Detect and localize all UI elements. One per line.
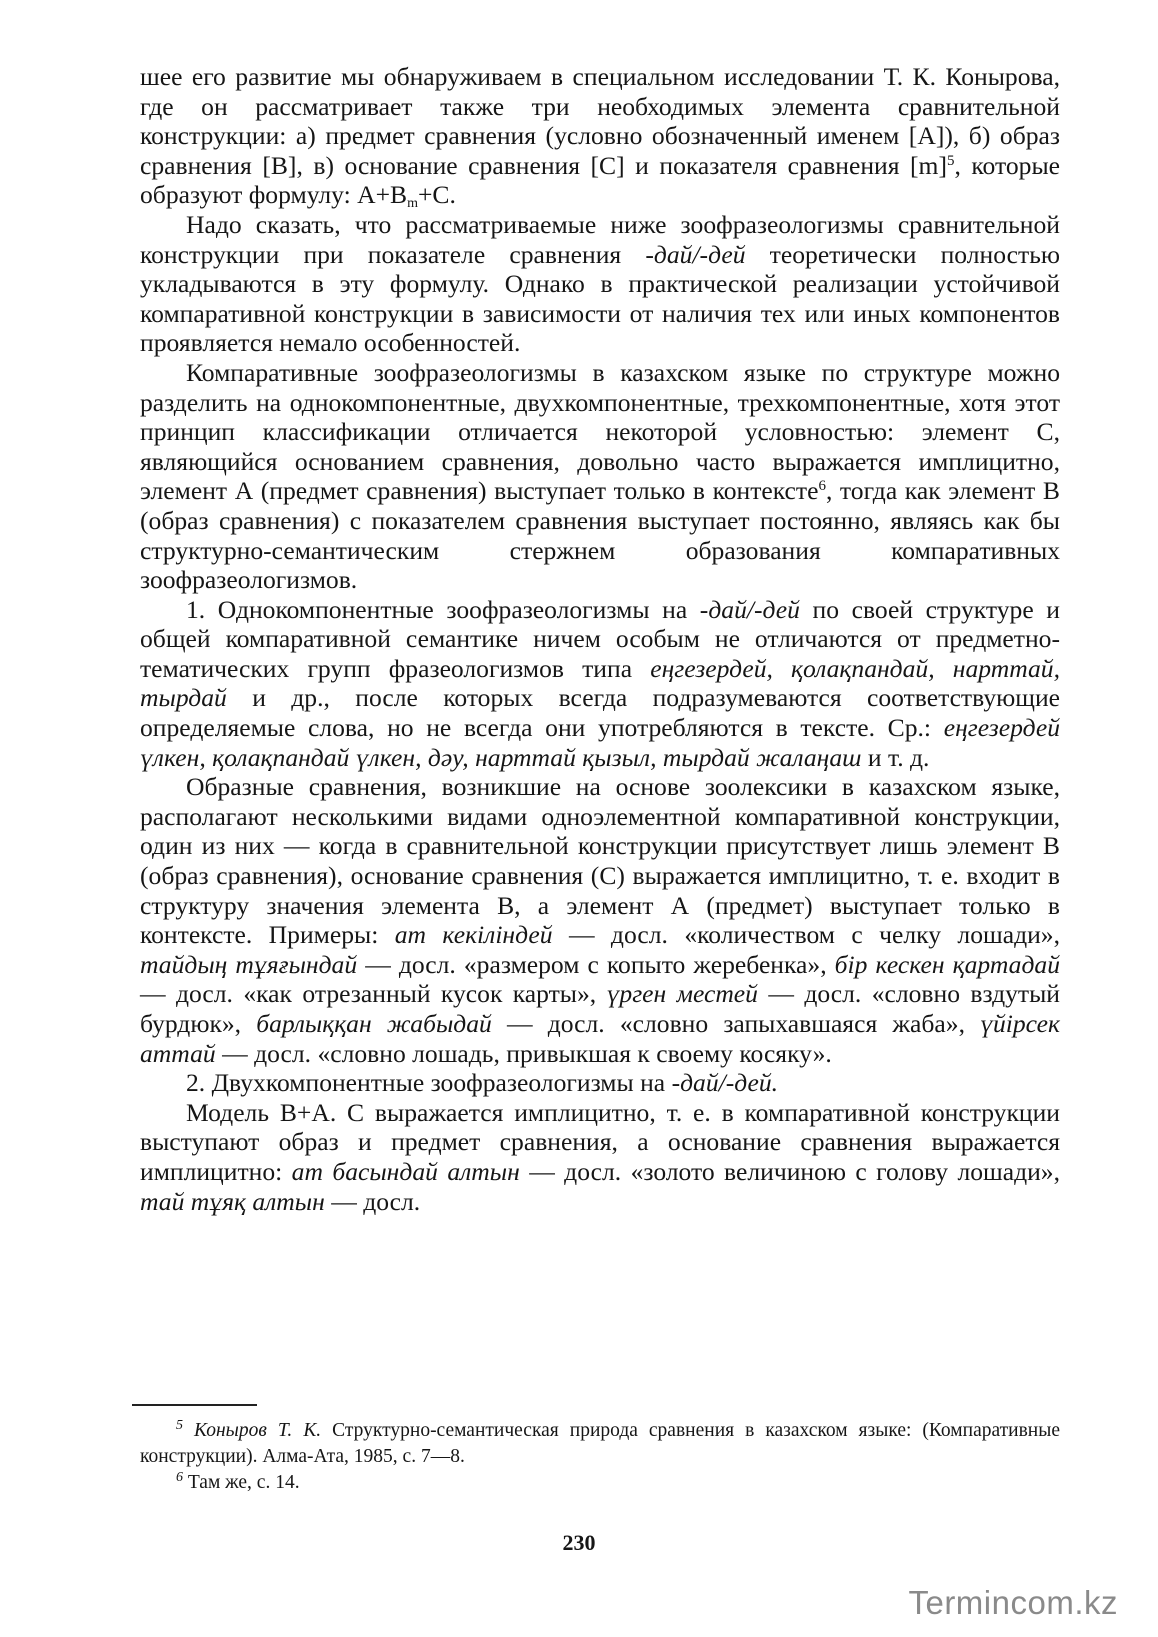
text-run: +С. [418, 180, 456, 210]
footnote-marker: 5 [176, 1418, 183, 1433]
text-run: , которые образуют формулу: А+В [140, 150, 1060, 210]
paragraph [140, 1068, 1060, 1098]
paragraph [140, 595, 1060, 773]
italic-term: -дай/-дей [699, 594, 800, 624]
text-run: — досл. «количеством с челку лошади», [552, 920, 1060, 950]
paragraph [140, 62, 1060, 210]
paragraph [140, 772, 1060, 1068]
italic-term: бір кескен қартадай [834, 949, 1060, 979]
text-run: по своей структуре и общей компаративной семантике ничем особым не отличаются от предметно-тематических групп фразеологизмов типа [140, 594, 1060, 683]
italic-term: еңгезердей, қолақпандай, нарттай, тырдай [140, 653, 1060, 713]
subscript: m [407, 196, 418, 212]
text-run: , тогда как элемент В (образ сравнения) с показателем сравнения выступает постоянно, являясь как бы структурно-семантическим стержнем образования компаративных зоофразеологизмов. [140, 476, 1060, 595]
italic-term: Коныров Т. К. [194, 1420, 322, 1441]
footnote-marker: 6 [818, 478, 826, 495]
italic-term: -дай/-дей [645, 239, 746, 269]
text-run: — досл. «словно запыхавшаяся жаба», [491, 1009, 981, 1038]
watermark-logo: Termincom.kz [908, 1584, 1118, 1621]
text-run: 2. Двухкомпонентные зоофразеологизмы на [186, 1068, 672, 1098]
text-run: 1. Однокомпонентные зоофразеологизмы на [186, 594, 700, 624]
italic-term: ат кекіліндей [394, 920, 553, 950]
page-number: 230 [562, 1530, 596, 1555]
text-run: Модель В+А. С выражается имплицитно, т. е. в компаративной конструкции выступают образ и предмет сравнения, а основание сравнения выражается имплицитно: [140, 1097, 1060, 1186]
text-run: — досл. [324, 1186, 421, 1216]
italic-term: ат басындай алтын [291, 1156, 520, 1186]
text-run: — досл. «как отрезанный кусок карты», [140, 979, 607, 1009]
text-run: теоретически полностью укладываются в эту формулу. Однако в практической реализации устойчивой компаративной конструкции в зависимости от наличия тех или иных компонентов проявляется немало особенностей. [140, 239, 1060, 358]
text-run: шее его развитие мы обнаруживаем в специальном исследовании Т. К. Конырова, где он рассматривает также три необходимых элемента сравнительной конструкции: а) предмет сравнения (условно обозначенный именем [А]), б) образ сравнения [В], в) основание сравнения [С] и показателя сравнения [m] [140, 62, 1060, 180]
italic-term: үйірсек аттай [140, 1009, 1060, 1068]
text-run: — досл. «словно лошадь, привыкшая к своему косяку». [215, 1038, 832, 1068]
italic-term: тай тұяқ алтын [140, 1186, 325, 1216]
text-run [183, 1420, 194, 1441]
italic-term: үрген местей [606, 979, 758, 1009]
italic-term: тайдың тұяғындай [140, 949, 358, 979]
text-run: Структурно-семантическая природа сравнения в казахском языке: (Компаративные конструкции). Алма-Ата, 1985, с. 7—8. [140, 1420, 1060, 1467]
text-run: Там же, с. 14. [183, 1472, 300, 1493]
text-run: — досл. «словно вздутый бурдюк», [140, 979, 1061, 1038]
paragraph [140, 210, 1060, 358]
footnote [140, 1470, 1060, 1496]
footnote-separator [132, 1404, 257, 1406]
italic-term: -дай/-дей. [671, 1068, 779, 1098]
footnotes [140, 1418, 1060, 1496]
italic-term: барлыққан жабыдай [256, 1009, 492, 1038]
paragraph [140, 1098, 1060, 1216]
footnote-marker: 5 [946, 152, 955, 169]
main-text [140, 62, 1060, 1216]
footnote [140, 1418, 1060, 1470]
text-run: Надо сказать, что рассматриваемые ниже зоофразеологизмы сравнительной конструкции при показателе сравнения [140, 209, 1060, 269]
text-run: — досл. «золото величиною с голову лошади», [519, 1156, 1060, 1186]
text-run: Компаративные зоофразеологизмы в казахском языке по структуре можно разделить на однокомпонентные, двухкомпонентные, трехкомпонентные, хотя этот принцип классификации отличается некоторой условностью: элемент С, являющийся основанием сравнения, довольно часто выражается имплицитно, элемент А (предмет сравнения) выступает только в контексте [140, 357, 1060, 506]
footnote-marker: 6 [176, 1470, 183, 1485]
text-run: — досл. «размером с копыто жеребенка», [357, 949, 835, 979]
text-run: и др., после которых всегда подразумеваются соответствующие определяемые слова, но не всегда они употребляются в тексте. Ср.: [140, 683, 1060, 743]
italic-term: еңгезердей үлкен, қолақпандай үлкен, дәу, нарттай қызыл, тырдай жалаңаш [140, 713, 1060, 772]
text-run: и т. д. [861, 742, 930, 772]
text-run: Образные сравнения, возникшие на основе зоолексики в казахском языке, располагают несколькими видами одноэлементной компаративной конструкции, один из них — когда в сравнительной конструкции присутствует лишь элемент В (образ сравнения), основание сравнения (С) выражается имплицитно, т. е. входит в структуру значения элемента В, а элемент А (предмет) выступает только в контексте. Примеры: [140, 772, 1060, 950]
paragraph [140, 358, 1060, 595]
